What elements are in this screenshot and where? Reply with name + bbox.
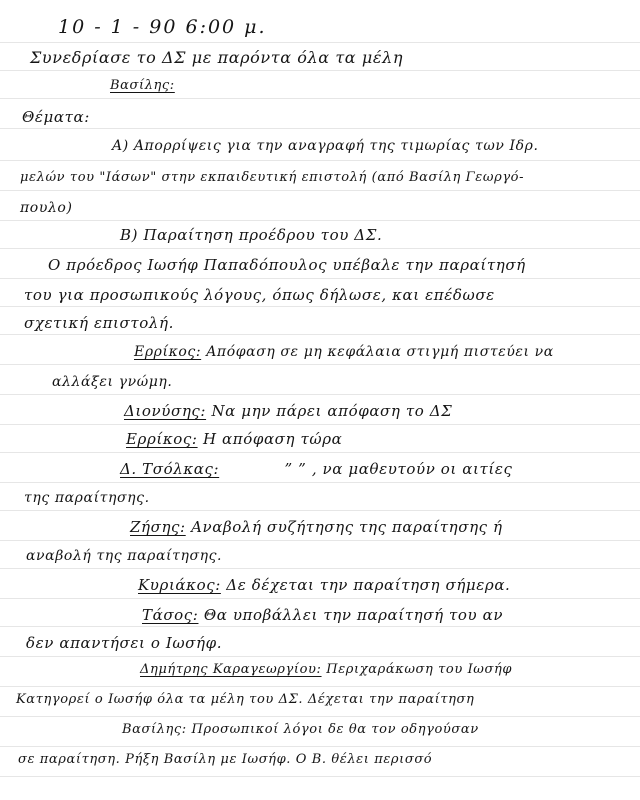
note-line (140, 662, 512, 677)
speaker-name: Κυριάκος: (138, 576, 221, 594)
ruled-line (0, 776, 640, 777)
note-line: Βασίλης: Προσωπικοί λόγοι δε θα τον οδηγούσαν (122, 722, 479, 737)
speaker-name: Διονύσης: (124, 402, 207, 420)
ruled-line (0, 686, 640, 687)
note-line (126, 430, 342, 448)
note-line: Συνεδρίασε το ΔΣ με παρόντα όλα τα μέλη (30, 48, 404, 67)
ruled-line (0, 746, 640, 747)
speaker-name: Ερρίκος: (134, 344, 202, 360)
ruled-line (0, 98, 640, 99)
note-line: σχετική επιστολή. (24, 314, 174, 332)
ruled-line (0, 160, 640, 161)
note-line: της παραίτησης. (24, 490, 150, 506)
ruled-line (0, 626, 640, 627)
note-line (130, 518, 503, 536)
ruled-line (0, 278, 640, 279)
note-line: Κατηγορεί ο Ιωσήφ όλα τα μέλη του ΔΣ. Δέχεται την παραίτηση (16, 692, 475, 707)
speaker-text: Η απόφαση τώρα (202, 430, 343, 448)
ruled-line (0, 128, 640, 129)
note-line: Α) Απορρίψεις για την αναγραφή της τιμωρίας των Ιδρ. (112, 138, 539, 154)
ruled-line (0, 598, 640, 599)
ruled-line (0, 716, 640, 717)
speaker-name: Ερρίκος: (126, 430, 198, 448)
note-line: δεν απαντήσει ο Ιωσήφ. (26, 634, 223, 652)
ruled-line (0, 482, 640, 483)
note-line (138, 576, 510, 594)
note-line: του για προσωπικούς λόγους, όπως δήλωσε, και επέδωσε (24, 286, 495, 304)
speaker-text: Αναβολή συζήτησης της παραίτησης ή (191, 518, 503, 536)
ruled-line (0, 190, 640, 191)
ruled-line (0, 540, 640, 541)
ruled-line (0, 364, 640, 365)
speaker-name: Ζήσης: (130, 518, 186, 536)
speaker-text: ” ” , να μαθευτούν οι αιτίες (284, 460, 513, 478)
meeting-date: 10 - 1 - 90 6:00 μ. (58, 16, 267, 38)
speaker-text: Να μην πάρει απόφαση το ΔΣ (211, 402, 453, 420)
ruled-line (0, 220, 640, 221)
ruled-line (0, 424, 640, 425)
ruled-line (0, 70, 640, 71)
note-line (120, 460, 513, 478)
speaker-text: Δε δέχεται την παραίτηση σήμερα. (226, 576, 511, 594)
speaker-text: Θα υποβάλλει την παραίτησή του αν (203, 606, 504, 624)
speaker-name: Δημήτρης Καραγεωργίου: (140, 662, 322, 677)
note-line: σε παραίτηση. Ρήξη Βασίλη με Ιωσήφ. Ο Β. θέλει περισσό (18, 752, 433, 767)
ruled-line (0, 568, 640, 569)
note-line (134, 344, 554, 360)
ruled-line (0, 248, 640, 249)
ruled-line (0, 306, 640, 307)
note-line: Θέματα: (22, 108, 90, 126)
note-line: Β) Παραίτηση προέδρου του ΔΣ. (120, 226, 383, 244)
speaker-name: Δ. Τσόλκας: (120, 460, 220, 478)
ruled-line (0, 334, 640, 335)
note-line (124, 402, 452, 420)
speaker-name: Τάσος: (142, 606, 199, 624)
note-line: πουλο) (20, 200, 73, 216)
note-line (142, 606, 503, 624)
note-line: αλλάξει γνώμη. (52, 374, 173, 390)
note-line: αναβολή της παραίτησης. (26, 548, 223, 564)
ruled-line (0, 452, 640, 453)
ruled-line (0, 656, 640, 657)
speaker-text: Απόφαση σε μη κεφάλαια στιγμή πιστεύει να (206, 344, 554, 360)
ruled-line (0, 510, 640, 511)
speaker-text: Περιχαράκωση του Ιωσήφ (326, 662, 513, 677)
note-line: Ο πρόεδρος Ιωσήφ Παπαδόπουλος υπέβαλε την παραίτησή (48, 256, 526, 274)
note-line: μελών του "Ιάσων" στην εκπαιδευτική επιστολή (από Βασίλη Γεωργό- (20, 170, 525, 185)
ruled-line (0, 394, 640, 395)
note-line: Βασίλης: (110, 78, 175, 93)
ruled-line (0, 42, 640, 43)
